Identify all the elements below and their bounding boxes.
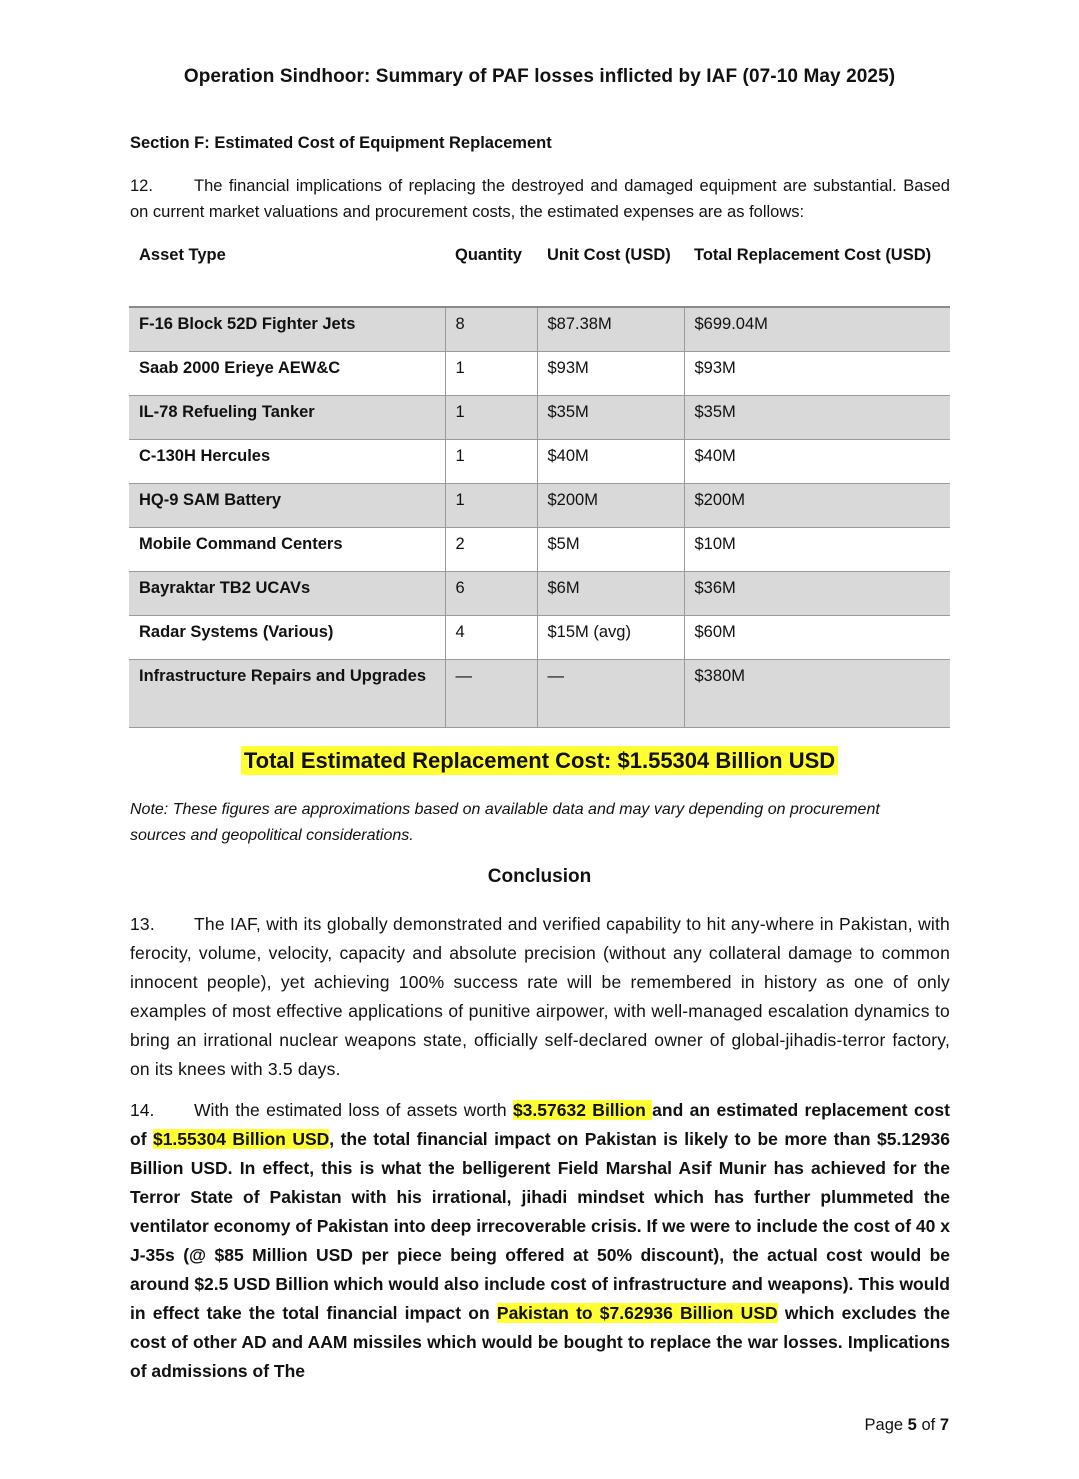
cell-unit-cost: $40M (537, 440, 684, 484)
document-title: Operation Sindhoor: Summary of PAF losses inflicted by IAF (07-10 May 2025) (183, 66, 896, 87)
table-row (129, 352, 950, 396)
cell-quantity: 2 (445, 528, 537, 572)
conclusion-heading: Conclusion (487, 866, 592, 887)
paragraph-text: , the total financial impact on Pakistan is likely to be more than $5.12936 Billion USD. In effect, this is what the belligerent Field Marshal Asif Munir has achieved for the Terror State of Pakistan with his irrational, jihadi mindset which has further plummeted the ventilator economy of Pakistan into deep irrecoverable crisis. If we were to include the cost of 40 x J-35s (@ $85 Million USD per piece being offered at 50% discount), the actual cost would be around $2.5 USD Billion which would also include cost of infrastructure and weapons). This would in effect take the total financial impact on (130, 1129, 950, 1323)
cell-quantity: 1 (445, 352, 537, 396)
cell-quantity: — (445, 660, 537, 728)
header-asset-type: Asset Type (129, 237, 445, 307)
paragraph-text: The financial implications of replacing the destroyed and damaged equipment are substantial. Based on current market valuations and procurement costs, the estimated expenses are as follows: (130, 177, 950, 221)
replacement-cost-table (129, 237, 950, 728)
table-row (129, 616, 950, 660)
cell-asset: Bayraktar TB2 UCAVs (129, 572, 445, 616)
cell-unit-cost: $15M (avg) (537, 616, 684, 660)
cell-total-cost: $60M (684, 616, 950, 660)
paragraph-number: 13. (130, 914, 155, 934)
page-label: Page (864, 1416, 904, 1434)
highlight-loss-value: $3.57632 Billion (512, 1100, 653, 1120)
cell-total-cost: $380M (684, 660, 950, 728)
cell-quantity: 8 (445, 307, 537, 352)
cell-quantity: 1 (445, 396, 537, 440)
header-quantity: Quantity (445, 237, 537, 307)
cell-quantity: 1 (445, 440, 537, 484)
cell-total-cost: $35M (684, 396, 950, 440)
paragraph-text: which excludes the cost of other AD and AAM missiles which would be bought to replace the war losses. Implications of admissions of The (130, 1303, 951, 1381)
highlight-replacement-cost: $1.55304 Billion USD (152, 1129, 330, 1149)
highlight-total-impact: Pakistan to $7.62936 Billion USD (496, 1303, 778, 1323)
paragraph-number: 14. (130, 1100, 155, 1120)
paragraph-text: With the estimated loss of assets worth (194, 1100, 513, 1120)
paragraph-14 (130, 1096, 950, 1386)
cell-total-cost: $40M (684, 440, 950, 484)
cell-asset: C-130H Hercules (129, 440, 445, 484)
cell-total-cost: $36M (684, 572, 950, 616)
cell-asset: HQ-9 SAM Battery (129, 484, 445, 528)
page-of-label: of (921, 1416, 936, 1434)
cell-quantity: 6 (445, 572, 537, 616)
cell-total-cost: $200M (684, 484, 950, 528)
cell-asset: Mobile Command Centers (129, 528, 445, 572)
header-unit-cost: Unit Cost (USD) (537, 237, 684, 307)
section-heading: Section F: Estimated Cost of Equipment Replacement (130, 134, 552, 152)
paragraph-text: The IAF, with its globally demonstrated and verified capability to hit any-where in Pakistan, with ferocity, volume, velocity, capacity and absolute precision (without any collateral damage to common innocent people), yet achieving 100% success rate will be remembered in history as one of only examples of most effective applications of punitive airpower, with well-managed escalation dynamics to bring an irrational nuclear weapons state, officially self-declared owner of global-jihadis-terror factory, on its knees with 3.5 days. (130, 914, 950, 1079)
table-row (129, 660, 950, 728)
page-total: 7 (939, 1416, 949, 1434)
cell-asset: Infrastructure Repairs and Upgrades (129, 660, 445, 728)
cell-total-cost: $93M (684, 352, 950, 396)
cell-quantity: 4 (445, 616, 537, 660)
cell-asset: Radar Systems (Various) (129, 616, 445, 660)
cell-unit-cost: $93M (537, 352, 684, 396)
table-row (129, 484, 950, 528)
cell-unit-cost: $5M (537, 528, 684, 572)
page-footer (865, 1416, 949, 1435)
header-total-cost: Total Replacement Cost (USD) (684, 237, 950, 307)
cell-unit-cost: — (537, 660, 684, 728)
cell-total-cost: $699.04M (684, 307, 950, 352)
table-row (129, 307, 950, 352)
note-text: Note: These figures are approximations based on available data and may vary depending on procurement sources and geopolitical considerations. (130, 801, 880, 844)
cell-asset: Saab 2000 Erieye AEW&C (129, 352, 445, 396)
table-header-row (129, 237, 950, 307)
cell-unit-cost: $87.38M (537, 307, 684, 352)
cell-asset: IL-78 Refueling Tanker (129, 396, 445, 440)
total-cost-text: Total Estimated Replacement Cost: $1.55304 Billion USD (241, 746, 838, 775)
cell-unit-cost: $200M (537, 484, 684, 528)
table-row (129, 528, 950, 572)
cell-unit-cost: $35M (537, 396, 684, 440)
cell-unit-cost: $6M (537, 572, 684, 616)
page-number: 5 (907, 1416, 917, 1434)
table-row (129, 440, 950, 484)
paragraph-13 (130, 910, 950, 1084)
cell-quantity: 1 (445, 484, 537, 528)
cell-total-cost: $10M (684, 528, 950, 572)
total-cost-banner (0, 748, 1079, 774)
table-row (129, 572, 950, 616)
paragraph-12 (130, 173, 950, 225)
paragraph-number: 12. (130, 177, 153, 195)
cell-asset: F-16 Block 52D Fighter Jets (129, 307, 445, 352)
table-row (129, 396, 950, 440)
paragraph-text: and an estimated replacement cost of (130, 1100, 950, 1149)
